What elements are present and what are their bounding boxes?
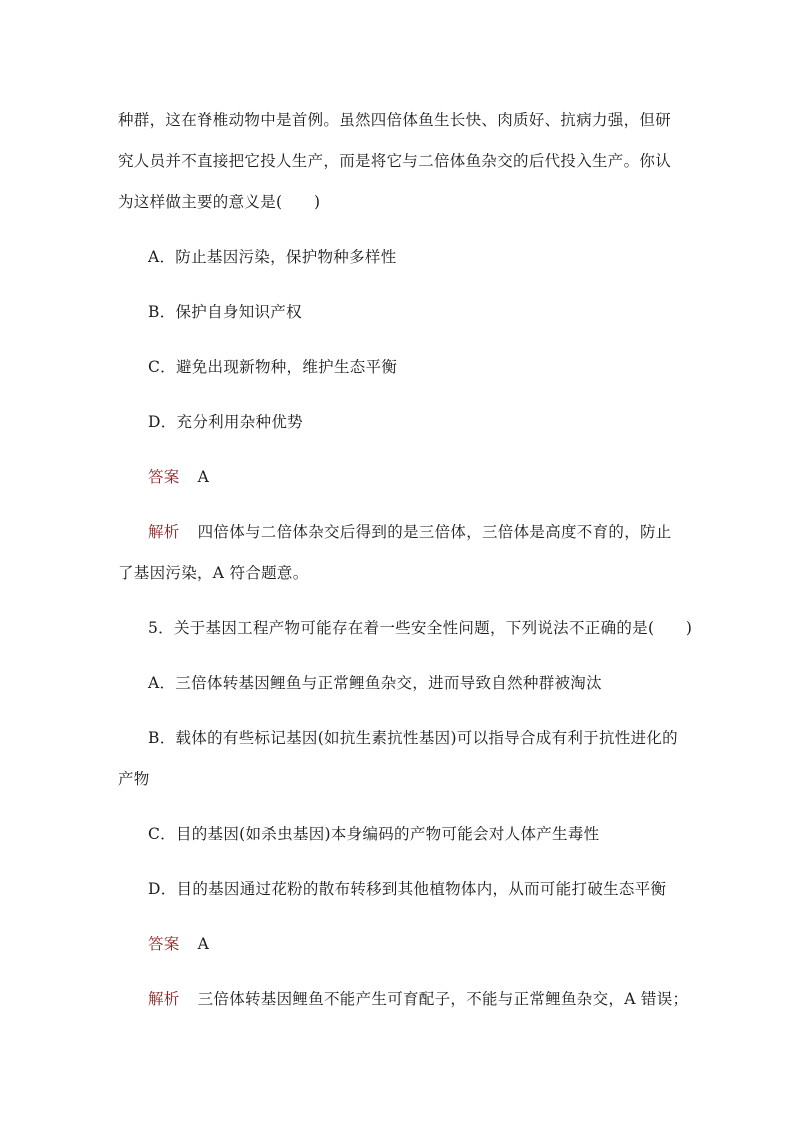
analysis-text: 四倍体与二倍体杂交后得到的是三倍体，三倍体是高度不育的，防止 [197, 523, 672, 541]
analysis-label: 解析 [148, 990, 180, 1008]
q4-stem-line-3: 为这样做主要的意义是( ) [118, 193, 321, 211]
q4-answer [148, 467, 209, 487]
answer-label: 答案 [148, 935, 180, 953]
q5-option-a: A．三倍体转基因鲤鱼与正常鲤鱼杂交，进而导致自然种群被淘汰 [148, 674, 602, 692]
answer-label: 答案 [148, 468, 180, 486]
q4-option-d: D．充分利用杂种优势 [148, 413, 303, 431]
q5-option-d: D．目的基因通过花粉的散布转移到其他植物体内，从而可能打破生态平衡 [148, 880, 667, 898]
q5-option-c: C．目的基因(如杀虫基因)本身编码的产物可能会对人体产生毒性 [148, 825, 600, 843]
q5-option-b-line-1: B．载体的有些标记基因(如抗生素抗性基因)可以指导合成有利于抗性进化的 [148, 729, 678, 747]
q5-answer [148, 934, 209, 954]
q4-analysis-line-1 [148, 522, 672, 542]
q5-analysis [148, 989, 688, 1009]
analysis-text: 三倍体转基因鲤鱼不能产生可育配子，不能与正常鲤鱼杂交，A 错误； [197, 990, 689, 1008]
q4-option-a: A．防止基因污染，保护物种多样性 [148, 248, 397, 266]
answer-value: A [197, 935, 210, 953]
q4-analysis-line-2: 了基因污染，A 符合题意。 [118, 564, 309, 582]
q4-option-c: C．避免出现新物种，维护生态平衡 [148, 358, 398, 376]
q4-option-b: B．保护自身知识产权 [148, 303, 302, 321]
answer-value: A [197, 468, 210, 486]
q4-stem-line-1: 种群，这在脊椎动物中是首例。虽然四倍体鱼生长快、肉质好、抗病力强，但研 [118, 111, 672, 129]
q5-stem: 5．关于基因工程产物可能存在着一些安全性问题，下列说法不正确的是( ) [148, 619, 693, 637]
q4-stem-line-2: 究人员并不直接把它投人生产，而是将它与二倍体鱼杂交的后代投入生产。你认 [118, 152, 672, 170]
q5-option-b-line-2: 产物 [118, 770, 150, 788]
analysis-label: 解析 [148, 523, 180, 541]
